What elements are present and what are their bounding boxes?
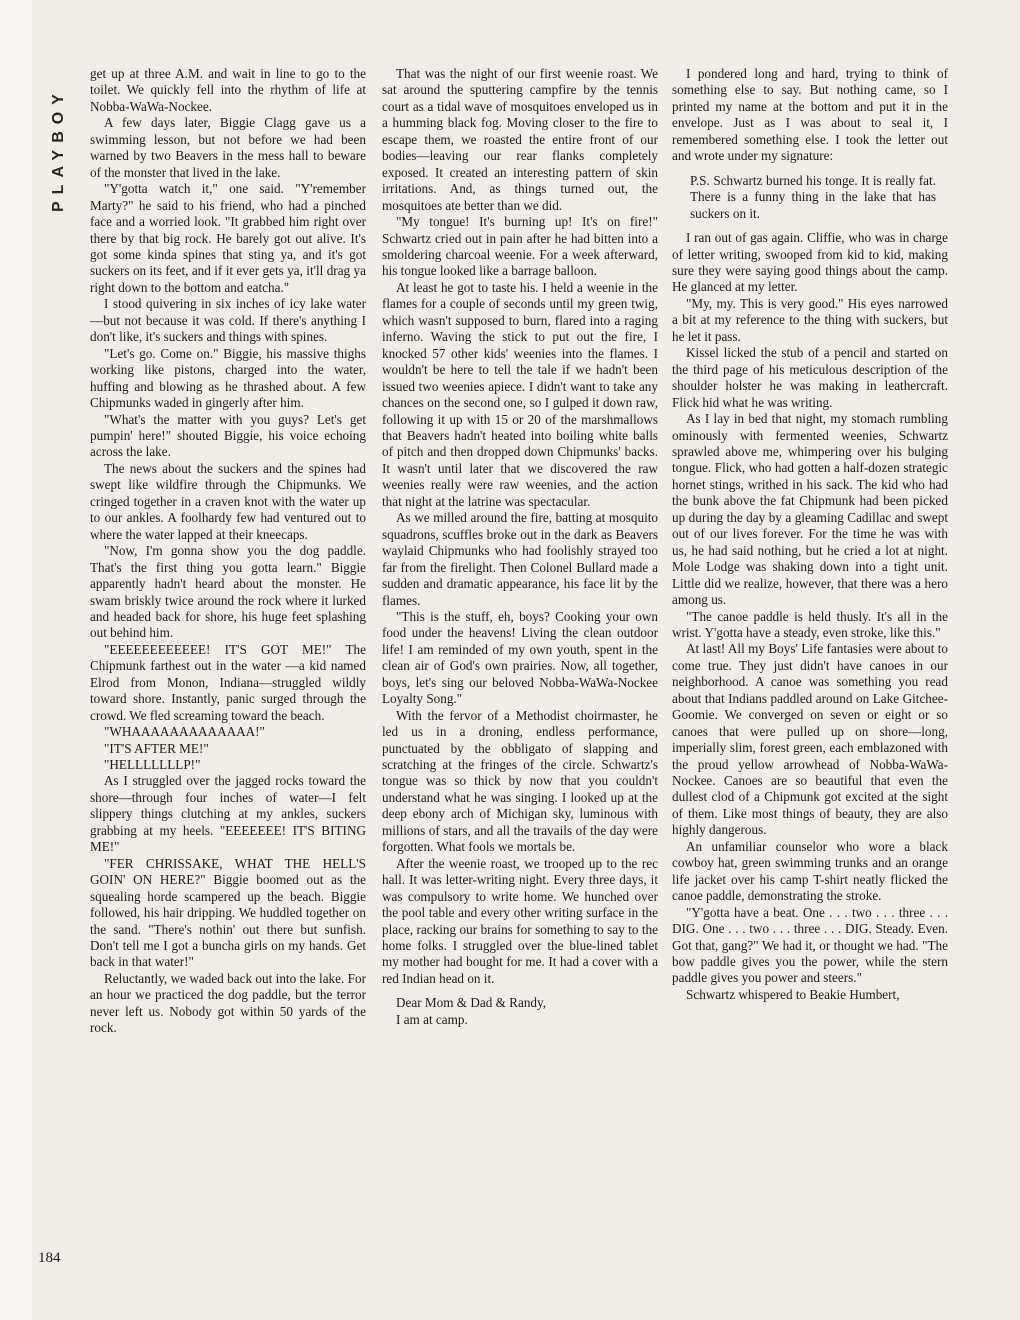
paragraph: "This is the stuff, eh, boys? Cooking your own food under the heavens! Living the clean outdoor life! I am reminded of my own youth, spent in the clean air of God's own prairies. Now, all together, boys, let's sing our beloved Nobba-WaWa-Nockee Loyalty Song." (382, 608, 658, 707)
paragraph: That was the night of our first weenie roast. We sat around the sputtering campfire by the tennis court as a tidal wave of mosquitoes enveloped us in a humming black fog. Moving closer to the fire to escape them, we roasted the entire front of our bodies—leaving our rear flanks completely exposed. It created an interesting pattern of skin irritations. And, as things turned out, the mosquitoes ate better than we did. (382, 66, 658, 213)
paragraph: "My, my. This is very good." His eyes narrowed a bit at my reference to the thing with suckers, but he let it pass. (672, 295, 948, 344)
paragraph: "HELLLLLLLP!" (104, 757, 201, 773)
paragraph: With the fervor of a Methodist choirmaster, he led us in a droning, endless performance, punctuated by the obbligato of slapping and scratching at the fringes of the circle. Schwartz's tongue was so thick by now that you couldn't understand what he was singing. I looked up at the deep ebony arch of Michigan sky, luminous with millions of stars, and all the travails of the day were forgotten. What fools we mortals be. (382, 707, 658, 855)
paragraph: At last! All my Boys' Life fantasies were about to come true. They just didn't have canoes in our neighborhood. A canoe was something you read about that Indians paddled around on Lake Gitchee-Goomie. We converged on seven or eight or so canoes that were pulled up on shore—long, imperially slim, forest green, each emblazoned with the proud yellow arrowhead of Nobba-WaWa-Nockee. Canoes are so beautiful that even the dullest clod of a Chipmunk got excited at the sight of them. Like most things of beauty, they are also highly dangerous. (672, 641, 948, 838)
paragraph: I stood quivering in six inches of icy lake water—but not because it was cold. If there's anything I don't like, it's suckers and things with spines. (90, 296, 366, 345)
paragraph: "Y'gotta watch it," one said. "Y'remember Marty?" he said to his friend, who had a pinched face and a worried look. "It grabbed him right over there by that big rock. He barely got out alive. It's got some kinda spines that sting ya, and it's got suckers on its feet, and if it ever gets ya, it'll drag ya right down to the bottom and eatcha." (90, 181, 366, 295)
paragraph: Reluctantly, we waded back out into the lake. For an hour we practiced the dog paddle, but the terror never left us. Nobody got within 50 yards of the rock. (90, 970, 366, 1036)
paragraph: As I lay in bed that night, my stomach rumbling ominously with fermented weenies, Schwartz sprawled above me, whimpering over his bulging tongue. Flick, who had gotten a half-dozen strategic hornet stings, writhed in his sack. The kid who had the bunk above the fat Chipmunk had been picked up during the day by a gleaming Cadillac and swept out of our lives forever. For the time he was with us, he had said nothing, but he cried a lot at night. Mole Lodge was shaking down into a tight unit. Little did we realize, however, that there was a hero among us. (672, 411, 948, 608)
paragraph: As we milled around the fire, batting at mosquito squadrons, scuffles broke out in the dark as Beavers waylaid Chipmunks who had foolishly strayed too far from the firelight. Then Colonel Bullard made a sudden and dramatic appearance, his face lit by the flames. (382, 510, 658, 608)
paragraph: I ran out of gas again. Cliffie, who was in charge of letter writing, swooped from kid to kid, making sure they were saying good things about the camp. He glanced at my letter. (672, 230, 948, 295)
paragraph: I pondered long and hard, trying to think of something else to say. But nothing came, so I printed my name at the bottom and put it in the envelope. Just as I was about to seal it, I remembered something else. I took the letter out and wrote under my signature: (672, 66, 948, 164)
text-column-3 (672, 66, 948, 1003)
page-number: 184 (38, 1250, 61, 1266)
paragraph: "What's the matter with you guys? Let's get pumpin' here!" shouted Biggie, his voice echoing across the lake. (90, 411, 366, 460)
paragraph: The news about the suckers and the spines had swept like wildfire through the Chipmunks. We cringed together in a craven knot with the water up to our ankles. A foolhardy few had ventured out to where the water lapped at their kneecaps. (90, 460, 366, 542)
paragraph: A few days later, Biggie Clagg gave us a swimming lesson, but not before we had been warned by two Beavers in the mess hall to beware of the monster that lived in the lake. (90, 115, 366, 180)
paragraph: After the weenie roast, we trooped up to the rec hall. It was letter-writing night. Every three days, it was compulsory to write home. We hunched over the pool table and every other writing surface in the place, racking our brains for something to say to the home folks. I struggled over the blue-lined tablet my mother had bought for me. It had a cover with a red Indian head on it. (382, 855, 658, 986)
paragraph: P.S. Schwartz burned his tonge. It is really fat. There is a funny thing in the lake that has suckers on it. (690, 172, 936, 221)
paragraph: Dear Mom & Dad & Randy, (396, 995, 547, 1011)
paragraph: "IT'S AFTER ME!" (104, 740, 209, 756)
paragraph: I am at camp. (396, 1011, 468, 1027)
paragraph: Kissel licked the stub of a pencil and started on the third page of his meticulous description of the shoulder holster he was making in leathercraft. Flick hid what he was writing. (672, 345, 948, 410)
paragraph: get up at three A.M. and wait in line to go to the toilet. We quickly fell into the rhythm of life at Nobba-WaWa-Nockee. (90, 66, 366, 114)
paragraph: "EEEEEEEEEEEE! IT'S GOT ME!" The Chipmunk farthest out in the water —a kid named Elrod from Monon, Indiana—struggled wildly toward shore. Instantly, panic surged through the crowd. We fled screaming toward the beach. (90, 641, 366, 723)
paragraph: "Let's go. Come on." Biggie, his massive thighs working like pistons, charged into the water, huffing and blowing as he thrashed about. A few Chipmunks waded in gingerly after him. (90, 345, 366, 411)
paragraph: "Y'gotta have a beat. One . . . two . . . three . . . DIG. One . . . two . . . three . . . DIG. Steady. Even. Got that, gang?" We had it, or thought we had. "The bow paddle gives you the power, while the stern paddle gives you power and steers." (672, 904, 948, 986)
text-column-2 (382, 66, 658, 1028)
paragraph: Schwartz whispered to Beakie Humbert, (686, 986, 900, 1002)
paragraph: As I struggled over the jagged rocks toward the shore—through four inches of water—I felt slippery things clutching at my ankles, suckers grabbing at my heels. "EEEEEEE! IT'S BITING ME!" (90, 773, 366, 855)
text-column-1 (90, 66, 366, 1037)
paragraph: An unfamiliar counselor who wore a black cowboy hat, green swimming trunks and an orange life jacket over his camp T-shirt neatly flicked the canoe paddle, demonstrating the stroke. (672, 838, 948, 904)
paragraph: At least he got to taste his. I held a weenie in the flames for a couple of seconds until my green twig, which wasn't supposed to burn, flared into a raging inferno. Waving the stick to put out the fire, I knocked 57 other kids' weenies into the flames. I wouldn't be here to tell the tale if we hadn't been issued two weenies apiece. I didn't want to take any chances on the second one, so I gulped it down raw, following it up with 15 or 20 of the marshmallows that Beavers hadn't heated into boiling white balls of pitch and then dropped down Chipmunks' backs. It wasn't until later that we discovered the raw weenies really were raw weenies, and the action that night at the latrine was spectacular. (382, 279, 658, 509)
paragraph: "FER CHRISSAKE, WHAT THE HELL'S GOIN' ON HERE?" Biggie boomed out as the squealing horde scampered up the beach. Biggie followed, his hair dripping. We huddled together on the sand. "There's nothin' out there but sunfish. Don't tell me I got a buncha girls on my hands. Get back in that water!" (90, 855, 366, 970)
page-margin (0, 0, 32, 1320)
paragraph: "The canoe paddle is held thusly. It's all in the wrist. Y'gotta have a steady, even stroke, like this." (672, 608, 948, 640)
paragraph: "My tongue! It's burning up! It's on fire!" Schwartz cried out in pain after he had bitten into a smoldering charcoal weenie. For a week afterward, his tongue looked like a barrage balloon. (382, 214, 658, 279)
masthead-logo: PLAYBOY (50, 87, 67, 213)
paragraph: "Now, I'm gonna show you the dog paddle. That's the first thing you gotta learn." Biggie apparently hadn't heard about the monster. He swam briskly twice around the rock where it lurked and headed back for shore, his huge feet splashing out behind him. (90, 543, 366, 641)
paragraph: "WHAAAAAAAAAAAAA!" (104, 724, 265, 740)
